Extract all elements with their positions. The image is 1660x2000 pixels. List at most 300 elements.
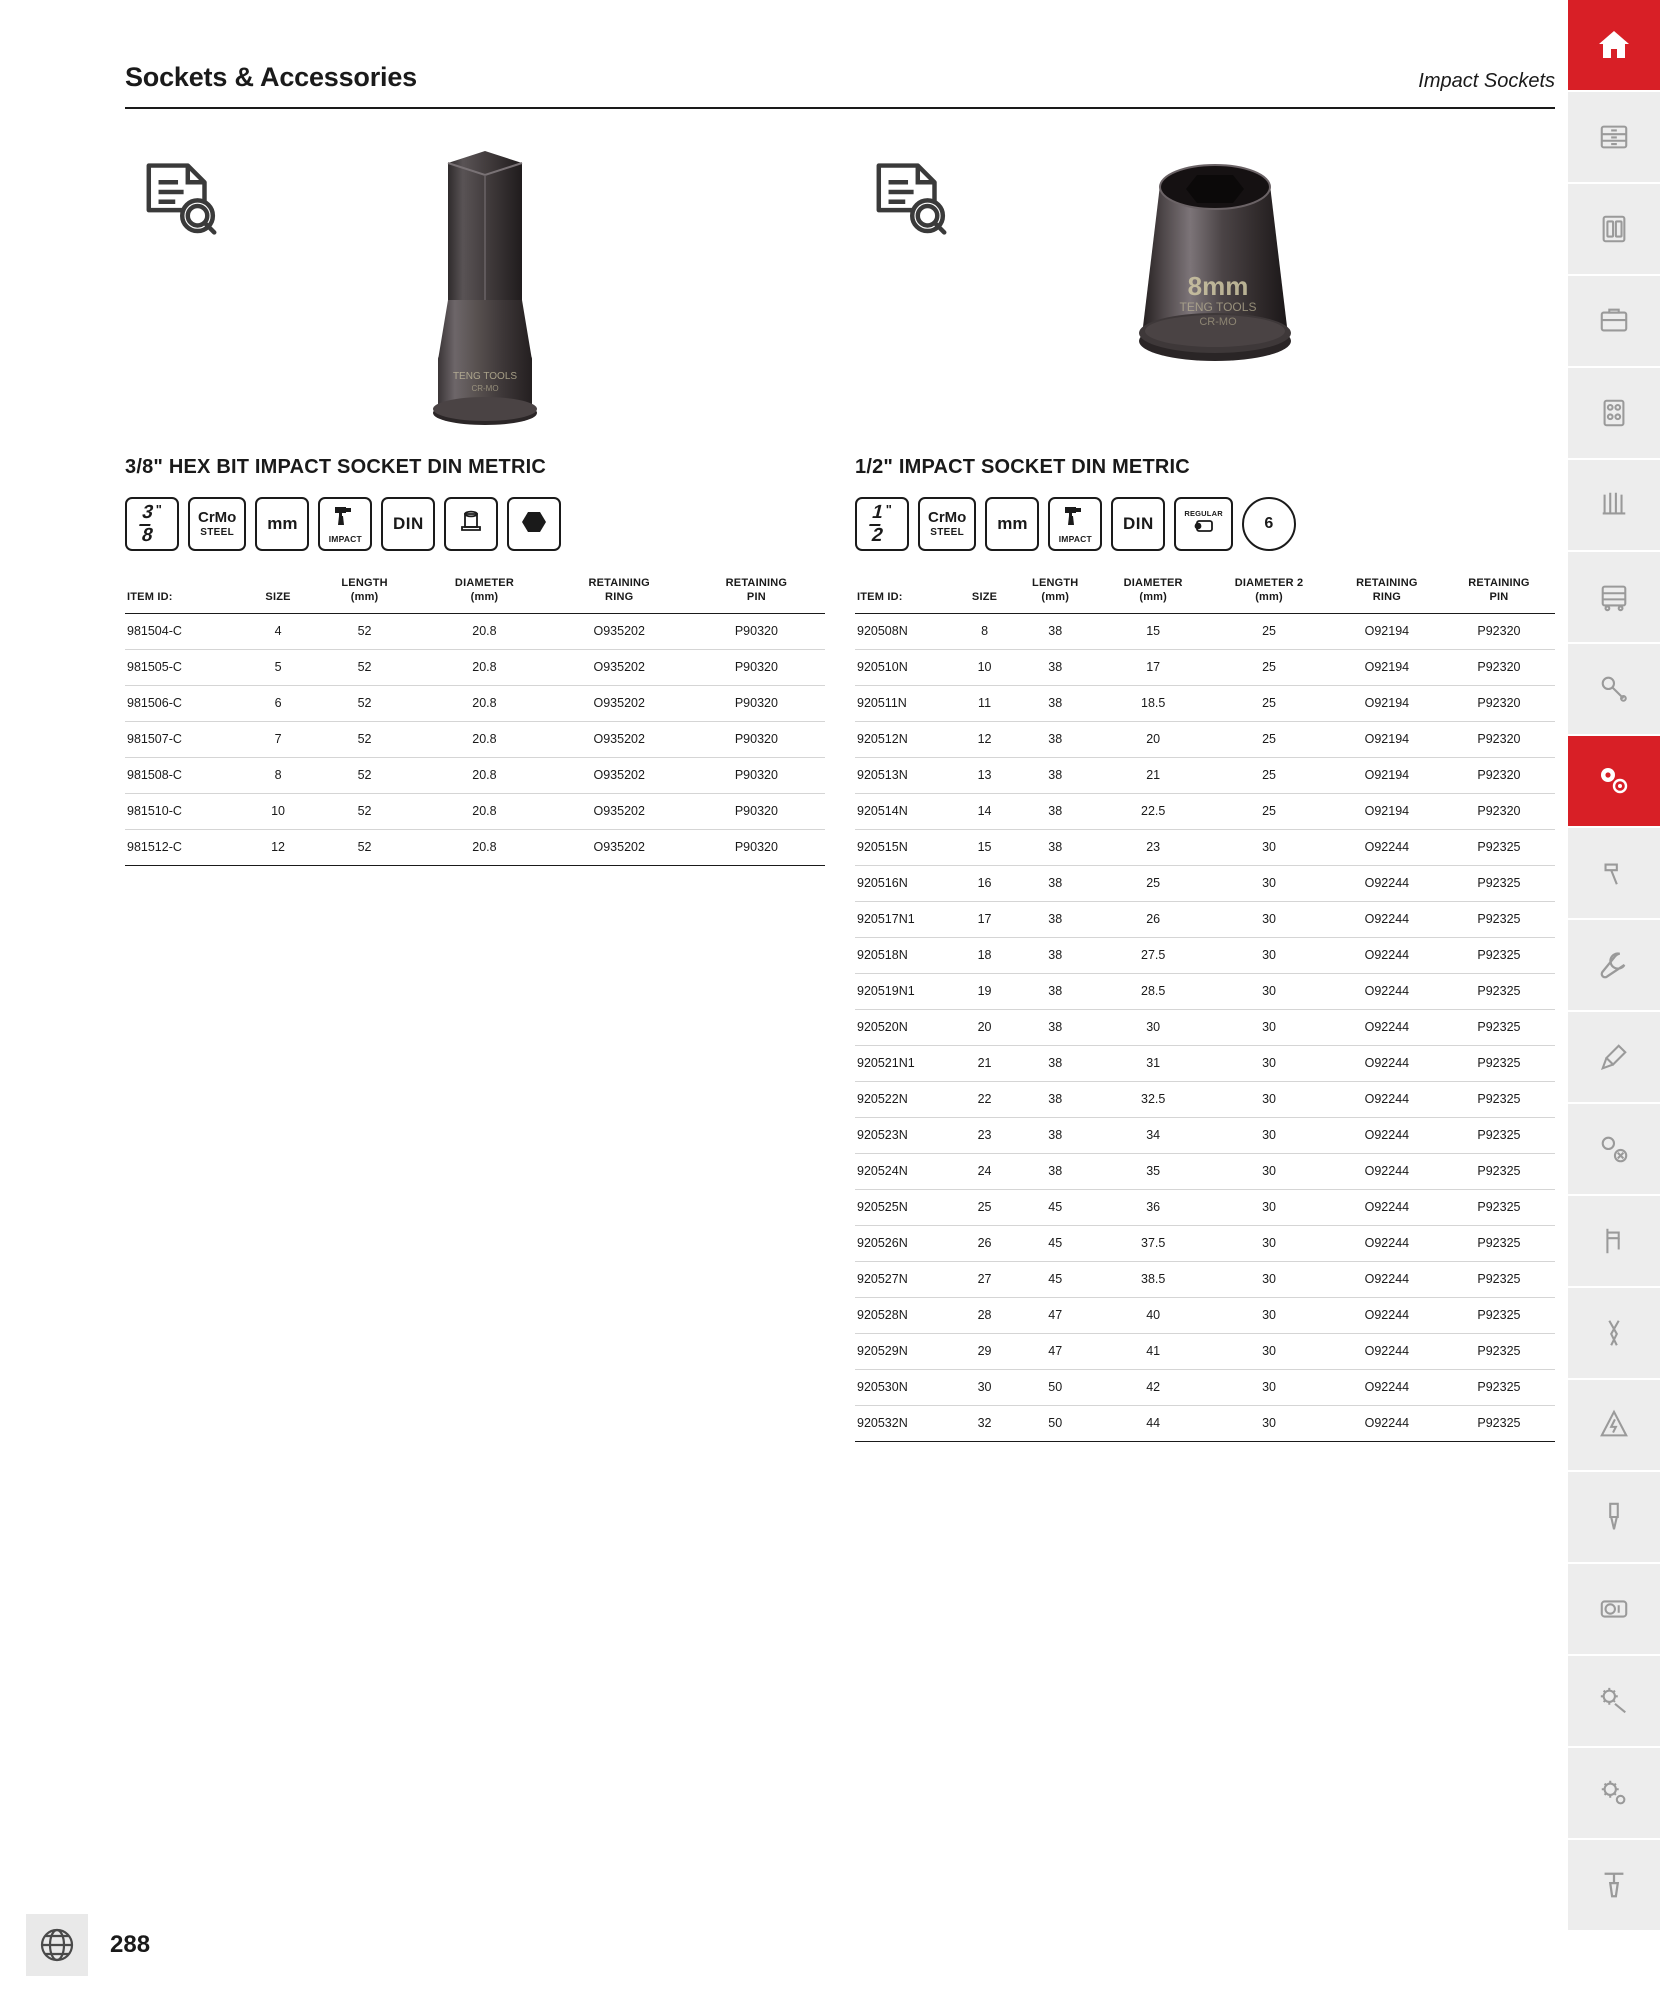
rail-item-impact-socket[interactable] (1568, 736, 1660, 828)
cell-value: 52 (311, 829, 418, 865)
cell-value: 25 (1207, 649, 1331, 685)
cell-value: 25 (958, 1189, 1012, 1225)
cell-value: 8 (958, 613, 1012, 649)
cell-item-id: 981510-C (125, 793, 245, 829)
cell-value: O92244 (1331, 901, 1443, 937)
cell-value: O92194 (1331, 613, 1443, 649)
cell-value: P90320 (688, 721, 825, 757)
page-footer (26, 1914, 150, 1976)
rail-item-hammer[interactable] (1568, 828, 1660, 920)
material-line-2: STEEL (200, 526, 235, 538)
impact-socket-icon (1597, 764, 1631, 798)
page-number: 288 (110, 1931, 151, 1958)
cell-item-id: 981507-C (125, 721, 245, 757)
page-title: Sockets & Accessories (125, 62, 417, 92)
cell-item-id: 920532N (855, 1405, 958, 1441)
cell-value: 38 (1011, 793, 1099, 829)
cell-value: P92325 (1443, 1153, 1555, 1189)
cell-value: 4 (245, 613, 311, 649)
cell-value: P92325 (1443, 1405, 1555, 1441)
cell-value: 18 (958, 937, 1012, 973)
page-header (125, 62, 1555, 109)
cell-value: O92194 (1331, 649, 1443, 685)
col-diameter: DIAMETER (mm) (1099, 577, 1207, 613)
cell-value: 32 (958, 1405, 1012, 1441)
cell-value: O92244 (1331, 1297, 1443, 1333)
cell-value: O935202 (551, 757, 688, 793)
cell-item-id: 981506-C (125, 685, 245, 721)
cell-value: 5 (245, 649, 311, 685)
impact-caption: IMPACT (328, 533, 362, 544)
svg-text:TENG TOOLS: TENG TOOLS (1179, 300, 1257, 314)
impact-socket-photo (1055, 140, 1375, 440)
cell-value: P92325 (1443, 1369, 1555, 1405)
drive-size-numerator: 1 (869, 503, 885, 526)
rail-item-puller[interactable] (1568, 1104, 1660, 1196)
cell-value: 45 (1011, 1225, 1099, 1261)
cell-value: O92244 (1331, 973, 1443, 1009)
cell-value: 30 (1207, 1333, 1331, 1369)
hex-bit-impact-socket-photo (325, 140, 645, 440)
cell-value: O935202 (551, 685, 688, 721)
electrical-icon (1598, 1409, 1630, 1441)
cell-value: 20.8 (418, 721, 550, 757)
rail-item-wrench[interactable] (1568, 920, 1660, 1012)
cell-value: 30 (1207, 865, 1331, 901)
cell-value: 18.5 (1099, 685, 1207, 721)
cell-value: 15 (1099, 613, 1207, 649)
cell-value: O935202 (551, 649, 688, 685)
cell-value: O92194 (1331, 721, 1443, 757)
unit-label: mm (997, 514, 1028, 533)
cell-value: 25 (1099, 865, 1207, 901)
cell-item-id: 981512-C (125, 829, 245, 865)
cell-value: 50 (1011, 1405, 1099, 1441)
table-row (855, 901, 1555, 937)
cell-value: 20 (958, 1009, 1012, 1045)
cell-value: 21 (958, 1045, 1012, 1081)
table-row (855, 1333, 1555, 1369)
cell-value: 23 (958, 1117, 1012, 1153)
table-row (855, 793, 1555, 829)
table-row (855, 1081, 1555, 1117)
cell-value: 52 (311, 685, 418, 721)
point-count: 6 (1264, 515, 1274, 532)
table-row (125, 757, 825, 793)
col-retaining-pin: RETAINING PIN (688, 577, 825, 613)
ratchet-icon (1598, 673, 1630, 705)
bit-set-icon (1598, 489, 1630, 521)
rail-item-socket-set[interactable] (1568, 184, 1660, 276)
din-badge (381, 497, 435, 551)
table-row (855, 685, 1555, 721)
cell-value: 38 (1011, 613, 1099, 649)
cell-value: P92325 (1443, 901, 1555, 937)
spec-table-impact-socket (855, 577, 1555, 1442)
rail-item-ratchet[interactable] (1568, 644, 1660, 736)
cell-item-id: 920527N (855, 1261, 958, 1297)
col-diameter: DIAMETER (mm) (418, 577, 550, 613)
tool-trolley-icon (1598, 581, 1630, 613)
cell-value: 22 (958, 1081, 1012, 1117)
measuring-icon (1598, 1593, 1630, 1625)
cell-value: P92320 (1443, 757, 1555, 793)
impact-badge (1048, 497, 1102, 551)
cell-value: 30 (1207, 1261, 1331, 1297)
cell-value: 20.8 (418, 649, 550, 685)
spec-table-hex-bit (125, 577, 825, 866)
table-header-row (125, 577, 825, 613)
table-row (855, 1189, 1555, 1225)
socket-length-icon (1189, 518, 1219, 539)
drive-size-badge (855, 497, 909, 551)
cell-value: O92244 (1331, 1261, 1443, 1297)
table-row (125, 685, 825, 721)
hex-shape-badge (507, 497, 561, 551)
cell-item-id: 920525N (855, 1189, 958, 1225)
rail-item-home[interactable] (1568, 0, 1660, 92)
cell-item-id: 920529N (855, 1333, 958, 1369)
cell-value: 30 (1207, 1045, 1331, 1081)
cell-value: 38 (1011, 937, 1099, 973)
rail-item-cogs[interactable] (1568, 1748, 1660, 1840)
cell-value: 19 (958, 973, 1012, 1009)
category-icon-rail[interactable] (1568, 0, 1660, 2000)
cell-value: 15 (958, 829, 1012, 865)
material-line-1: CrMo (198, 509, 237, 527)
rail-item-tool-trolley[interactable] (1568, 552, 1660, 644)
cell-value: 38 (1011, 649, 1099, 685)
cell-value: 36 (1099, 1189, 1207, 1225)
cell-item-id: 920521N1 (855, 1045, 958, 1081)
cell-value: P90320 (688, 757, 825, 793)
inch-mark: " (155, 501, 162, 517)
cell-value: P92320 (1443, 649, 1555, 685)
cell-item-id: 920528N (855, 1297, 958, 1333)
cell-value: 21 (1099, 757, 1207, 793)
globe-icon[interactable] (26, 1914, 88, 1976)
cell-value: 30 (1207, 1225, 1331, 1261)
cell-item-id: 920512N (855, 721, 958, 757)
cell-value: 20.8 (418, 685, 550, 721)
cell-value: O92244 (1331, 1153, 1443, 1189)
table-row (855, 613, 1555, 649)
cell-value: 30 (1207, 1081, 1331, 1117)
cell-value: 17 (958, 901, 1012, 937)
col-item-id: ITEM ID: (855, 577, 958, 613)
regular-length-badge (1174, 497, 1232, 551)
table-row (855, 721, 1555, 757)
cell-item-id: 920516N (855, 865, 958, 901)
cell-item-id: 920510N (855, 649, 958, 685)
cell-value: 47 (1011, 1333, 1099, 1369)
socket-profile-badge (444, 497, 498, 551)
cell-item-id: 920515N (855, 829, 958, 865)
cell-value: P92325 (1443, 1045, 1555, 1081)
cell-value: 52 (311, 721, 418, 757)
cell-value: P92320 (1443, 721, 1555, 757)
cell-value: 30 (1207, 937, 1331, 973)
table-row (855, 1045, 1555, 1081)
cell-value: 38 (1011, 1009, 1099, 1045)
cell-item-id: 920513N (855, 757, 958, 793)
table-row (855, 1261, 1555, 1297)
cell-value: 7 (245, 721, 311, 757)
cell-value: 14 (958, 793, 1012, 829)
cell-value: 35 (1099, 1153, 1207, 1189)
cell-value: 42 (1099, 1369, 1207, 1405)
chisel-icon (1598, 1501, 1630, 1533)
table-row (125, 649, 825, 685)
cell-value: 47 (1011, 1297, 1099, 1333)
product-block-hex-bit-impact-socket (125, 140, 825, 866)
product-media-area (855, 140, 1555, 440)
table-row (855, 973, 1555, 1009)
cell-value: 26 (958, 1225, 1012, 1261)
cell-value: P92325 (1443, 829, 1555, 865)
rail-item-measuring[interactable] (1568, 1564, 1660, 1656)
pliers-icon (1598, 1317, 1630, 1349)
cell-value: O92244 (1331, 1081, 1443, 1117)
impact-wrench-icon (332, 505, 358, 532)
rail-item-pliers[interactable] (1568, 1288, 1660, 1380)
cell-value: P92320 (1443, 613, 1555, 649)
cell-value: 44 (1099, 1405, 1207, 1441)
cell-value: 30 (1207, 1117, 1331, 1153)
table-row (855, 757, 1555, 793)
cell-value: 25 (1207, 757, 1331, 793)
cell-item-id: 920518N (855, 937, 958, 973)
cell-value: O92244 (1331, 1117, 1443, 1153)
table-row (855, 1369, 1555, 1405)
cell-value: 30 (1207, 1153, 1331, 1189)
rail-item-chisel[interactable] (1568, 1472, 1660, 1564)
cell-value: 25 (1207, 685, 1331, 721)
cogs-icon (1598, 1777, 1630, 1809)
cell-value: 25 (1207, 793, 1331, 829)
cell-value: P92325 (1443, 937, 1555, 973)
cell-value: 20 (1099, 721, 1207, 757)
svg-text:TENG TOOLS: TENG TOOLS (452, 371, 518, 382)
cell-value: 12 (245, 829, 311, 865)
document-search-icon[interactable] (869, 160, 961, 238)
cell-value: P90320 (688, 649, 825, 685)
cell-value: O92244 (1331, 865, 1443, 901)
spec-badge-group (855, 497, 1555, 551)
rail-item-socket-rail[interactable] (1568, 368, 1660, 460)
cell-item-id: 981508-C (125, 757, 245, 793)
cell-value: 16 (958, 865, 1012, 901)
cell-value: 20.8 (418, 793, 550, 829)
cell-value: 30 (1099, 1009, 1207, 1045)
cell-value: 52 (311, 757, 418, 793)
cell-value: P92325 (1443, 1117, 1555, 1153)
cell-value: P92325 (1443, 973, 1555, 1009)
cell-item-id: 981505-C (125, 649, 245, 685)
cell-item-id: 920519N1 (855, 973, 958, 1009)
cell-value: 41 (1099, 1333, 1207, 1369)
puller-icon (1598, 1133, 1630, 1165)
cell-value: 10 (958, 649, 1012, 685)
cell-value: 30 (1207, 1297, 1331, 1333)
cell-value: 29 (958, 1333, 1012, 1369)
table-row (855, 865, 1555, 901)
cell-value: 38 (1011, 757, 1099, 793)
cell-value: O92244 (1331, 1405, 1443, 1441)
rail-item-gear-puller[interactable] (1568, 1656, 1660, 1748)
table-row (125, 793, 825, 829)
socket-profile-icon (456, 509, 486, 540)
din-label: DIN (392, 514, 424, 533)
cell-value: 31 (1099, 1045, 1207, 1081)
cell-value: O935202 (551, 793, 688, 829)
cell-value: 26 (1099, 901, 1207, 937)
cell-value: P92325 (1443, 865, 1555, 901)
cell-value: P92320 (1443, 793, 1555, 829)
cell-item-id: 920522N (855, 1081, 958, 1117)
impact-wrench-icon (1062, 505, 1088, 532)
cell-item-id: 920526N (855, 1225, 958, 1261)
home-icon (1597, 28, 1631, 62)
cell-value: 38 (1011, 1081, 1099, 1117)
cell-value: O92244 (1331, 1333, 1443, 1369)
impact-badge (318, 497, 372, 551)
cell-value: 32.5 (1099, 1081, 1207, 1117)
unit-badge (985, 497, 1039, 551)
socket-set-icon (1598, 213, 1630, 245)
torque-icon (1598, 1869, 1630, 1901)
cell-value: 52 (311, 793, 418, 829)
cell-item-id: 920530N (855, 1369, 958, 1405)
cell-value: 12 (958, 721, 1012, 757)
tool-cabinet-icon (1598, 121, 1630, 153)
clamp-icon (1598, 1225, 1630, 1257)
cell-value: 20.8 (418, 613, 550, 649)
table-row (855, 1009, 1555, 1045)
cell-value: 38 (1011, 829, 1099, 865)
rail-item-clamp[interactable] (1568, 1196, 1660, 1288)
cell-value: 38 (1011, 973, 1099, 1009)
cell-value: P92320 (1443, 685, 1555, 721)
table-header-row (855, 577, 1555, 613)
cell-value: 27.5 (1099, 937, 1207, 973)
material-line-1: CrMo (928, 509, 967, 527)
cell-value: 28 (958, 1297, 1012, 1333)
cell-value: O92194 (1331, 685, 1443, 721)
rail-item-bit-set[interactable] (1568, 460, 1660, 552)
material-badge (188, 497, 246, 551)
table-row (855, 1117, 1555, 1153)
table-row (855, 1225, 1555, 1261)
product-title: 3/8" HEX BIT IMPACT SOCKET DIN METRIC (125, 456, 546, 478)
cell-value: 24 (958, 1153, 1012, 1189)
col-retaining-ring: RETAINING RING (551, 577, 688, 613)
regular-caption: REGULAR (1184, 509, 1223, 518)
cell-value: 45 (1011, 1261, 1099, 1297)
spec-badge-group (125, 497, 825, 551)
cell-value: 38 (1011, 1117, 1099, 1153)
cell-value: 52 (311, 613, 418, 649)
product-title: 1/2" IMPACT SOCKET DIN METRIC (855, 456, 1190, 478)
cell-value: 11 (958, 685, 1012, 721)
rail-item-screwdriver[interactable] (1568, 1012, 1660, 1104)
cell-value: 27 (958, 1261, 1012, 1297)
cell-value: 52 (311, 649, 418, 685)
cell-value: 20.8 (418, 829, 550, 865)
cell-value: 30 (1207, 829, 1331, 865)
drive-size-numerator: 3 (139, 503, 155, 526)
cell-value: 10 (245, 793, 311, 829)
cell-value: P92325 (1443, 1189, 1555, 1225)
cell-value: 25 (1207, 721, 1331, 757)
cell-value: 40 (1099, 1297, 1207, 1333)
cell-value: 13 (958, 757, 1012, 793)
cell-value: 30 (958, 1369, 1012, 1405)
hammer-icon (1598, 857, 1630, 889)
cell-value: 20.8 (418, 757, 550, 793)
cell-value: O92244 (1331, 1045, 1443, 1081)
col-retaining-pin: RETAINING PIN (1443, 577, 1555, 613)
cell-value: 30 (1207, 901, 1331, 937)
table-row (855, 1297, 1555, 1333)
cell-value: O92194 (1331, 757, 1443, 793)
wrench-icon (1598, 949, 1630, 981)
socket-rail-icon (1598, 397, 1630, 429)
din-label: DIN (1122, 514, 1154, 533)
cell-value: 30 (1207, 1405, 1331, 1441)
cell-value: 34 (1099, 1117, 1207, 1153)
table-row (125, 829, 825, 865)
cell-value: P90320 (688, 685, 825, 721)
cell-value: 23 (1099, 829, 1207, 865)
cell-value: 50 (1011, 1369, 1099, 1405)
cell-value: O92244 (1331, 829, 1443, 865)
table-row (855, 1153, 1555, 1189)
cell-value: 38 (1011, 721, 1099, 757)
cell-value: P92325 (1443, 1009, 1555, 1045)
rail-item-tool-cabinet[interactable] (1568, 92, 1660, 184)
cell-value: 45 (1011, 1189, 1099, 1225)
din-badge (1111, 497, 1165, 551)
rail-item-tool-chest[interactable] (1568, 276, 1660, 368)
socket-size-marking: 8mm (1187, 271, 1249, 301)
cell-value: P92325 (1443, 1333, 1555, 1369)
document-search-icon[interactable] (139, 160, 231, 238)
drive-size-denominator: 8 (139, 524, 156, 546)
col-item-id: ITEM ID: (125, 577, 245, 613)
cell-value: 28.5 (1099, 973, 1207, 1009)
page-section-label: Impact Sockets (1418, 70, 1555, 92)
cell-value: 38.5 (1099, 1261, 1207, 1297)
drive-size-badge (125, 497, 179, 551)
cell-value: 30 (1207, 1009, 1331, 1045)
cell-value: 30 (1207, 1189, 1331, 1225)
cell-value: 8 (245, 757, 311, 793)
cell-value: O92194 (1331, 793, 1443, 829)
cell-value: 38 (1011, 901, 1099, 937)
table-row (855, 1405, 1555, 1441)
col-length: LENGTH (mm) (311, 577, 418, 613)
rail-item-electrical[interactable] (1568, 1380, 1660, 1472)
drive-size-denominator: 2 (869, 524, 886, 546)
rail-item-torque[interactable] (1568, 1840, 1660, 1932)
col-size: SIZE (958, 577, 1012, 613)
cell-item-id: 920524N (855, 1153, 958, 1189)
tool-chest-icon (1598, 305, 1630, 337)
cell-value: P92325 (1443, 1261, 1555, 1297)
cell-value: 25 (1207, 613, 1331, 649)
cell-item-id: 920511N (855, 685, 958, 721)
